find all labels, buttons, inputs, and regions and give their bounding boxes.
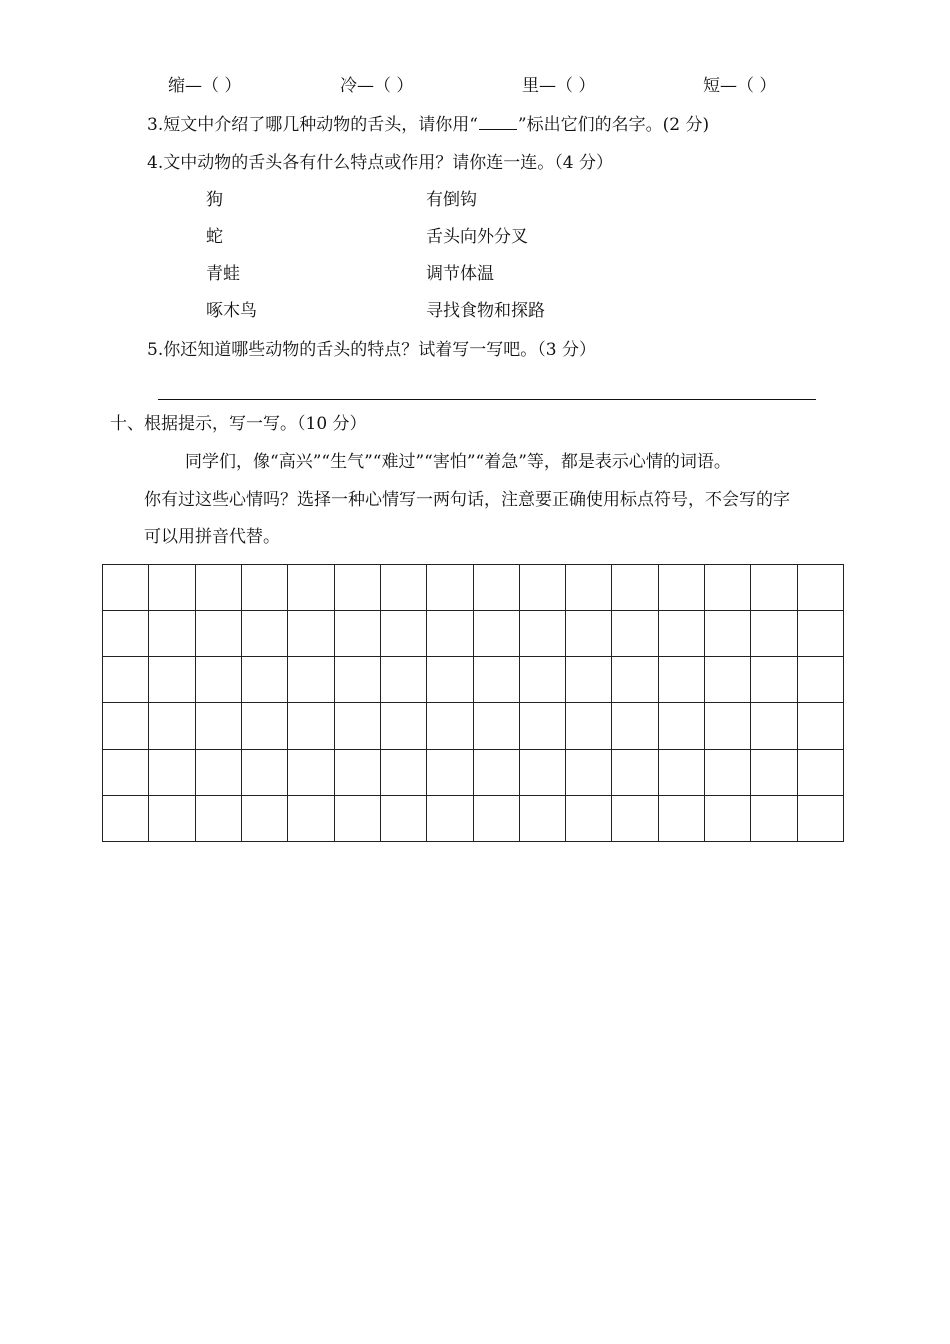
antonym-pair-3: [522, 75, 595, 97]
grid-cell[interactable]: [473, 657, 519, 703]
grid-cell[interactable]: [288, 795, 334, 841]
match-animal[interactable]: 青蛙: [206, 264, 240, 284]
grid-row: [103, 749, 844, 795]
grid-cell[interactable]: [103, 749, 149, 795]
grid-cell[interactable]: [751, 657, 797, 703]
match-feature[interactable]: 调节体温: [426, 264, 494, 284]
grid-cell[interactable]: [473, 565, 519, 611]
underline-sample: [479, 116, 517, 130]
grid-cell[interactable]: [751, 703, 797, 749]
grid-cell[interactable]: [519, 565, 565, 611]
grid-cell[interactable]: [334, 657, 380, 703]
grid-row: [103, 565, 844, 611]
grid-cell[interactable]: [427, 565, 473, 611]
grid-row: [103, 657, 844, 703]
grid-cell[interactable]: [566, 565, 612, 611]
grid-cell[interactable]: [658, 565, 704, 611]
grid-cell[interactable]: [566, 657, 612, 703]
question-3: [147, 114, 709, 136]
antonym-answer-blank[interactable]: （ ）: [374, 76, 414, 96]
question-5-text: 5.你还知道哪些动物的舌头的特点？试着写一写吧。（3 分）: [147, 340, 596, 360]
grid-cell[interactable]: [566, 703, 612, 749]
grid-cell[interactable]: [380, 703, 426, 749]
grid-cell[interactable]: [195, 795, 241, 841]
grid-cell[interactable]: [612, 565, 658, 611]
grid-cell[interactable]: [149, 611, 195, 657]
grid-cell[interactable]: [149, 657, 195, 703]
grid-cell[interactable]: [473, 749, 519, 795]
grid-cell[interactable]: [519, 611, 565, 657]
grid-cell[interactable]: [473, 611, 519, 657]
grid-cell[interactable]: [519, 657, 565, 703]
antonym-answer-blank[interactable]: （ ）: [737, 76, 777, 96]
match-feature[interactable]: 有倒钩: [426, 190, 477, 210]
grid-cell[interactable]: [195, 657, 241, 703]
question-3-text-after: ”标出它们的名字。(2 分): [517, 115, 710, 135]
section-10-title: 十、根据提示，写一写。（10 分）: [110, 414, 367, 434]
grid-cell[interactable]: [241, 703, 287, 749]
grid-cell[interactable]: [241, 795, 287, 841]
grid-cell[interactable]: [288, 657, 334, 703]
writing-grid[interactable]: [102, 564, 844, 842]
grid-cell[interactable]: [797, 657, 843, 703]
grid-cell[interactable]: [705, 749, 751, 795]
answer-line[interactable]: [158, 399, 816, 400]
grid-cell[interactable]: [612, 703, 658, 749]
grid-cell[interactable]: [149, 749, 195, 795]
grid-row: [103, 611, 844, 657]
grid-cell[interactable]: [149, 565, 195, 611]
grid-cell[interactable]: [612, 795, 658, 841]
grid-cell[interactable]: [566, 611, 612, 657]
grid-cell[interactable]: [427, 657, 473, 703]
grid-cell[interactable]: [195, 611, 241, 657]
grid-cell[interactable]: [288, 565, 334, 611]
grid-cell[interactable]: [334, 749, 380, 795]
grid-cell[interactable]: [427, 795, 473, 841]
grid-cell[interactable]: [751, 611, 797, 657]
grid-cell[interactable]: [427, 749, 473, 795]
match-feature[interactable]: 寻找食物和探路: [426, 301, 545, 321]
grid-cell[interactable]: [612, 611, 658, 657]
grid-cell[interactable]: [519, 795, 565, 841]
grid-cell[interactable]: [797, 565, 843, 611]
grid-cell[interactable]: [612, 657, 658, 703]
antonym-word: 冷—: [340, 76, 374, 96]
question-4-text: 4.文中动物的舌头各有什么特点或作用？请你连一连。（4 分）: [147, 153, 613, 173]
section-10-prompt-line: 你有过这些心情吗？选择一种心情写一两句话，注意要正确使用标点符号，不会写的字: [144, 490, 790, 510]
grid-cell[interactable]: [288, 703, 334, 749]
grid-cell[interactable]: [658, 611, 704, 657]
antonym-answer-blank[interactable]: （ ）: [556, 76, 596, 96]
grid-cell[interactable]: [103, 703, 149, 749]
grid-cell[interactable]: [751, 749, 797, 795]
antonym-word: 缩—: [168, 76, 202, 96]
match-animal[interactable]: 狗: [206, 190, 223, 210]
grid-cell[interactable]: [705, 565, 751, 611]
grid-cell[interactable]: [149, 703, 195, 749]
section-10-prompt-line: 同学们，像“高兴”“生气”“难过”“害怕”“着急”等，都是表示心情的词语。: [185, 452, 731, 472]
grid-cell[interactable]: [241, 749, 287, 795]
grid-cell[interactable]: [334, 703, 380, 749]
grid-cell[interactable]: [797, 749, 843, 795]
grid-cell[interactable]: [288, 749, 334, 795]
grid-cell[interactable]: [705, 657, 751, 703]
grid-cell[interactable]: [288, 611, 334, 657]
antonym-answer-blank[interactable]: （ ）: [202, 76, 242, 96]
match-animal[interactable]: 啄木鸟: [206, 301, 257, 321]
grid-cell[interactable]: [380, 749, 426, 795]
grid-cell[interactable]: [427, 611, 473, 657]
grid-cell[interactable]: [658, 703, 704, 749]
antonym-pair-4: [703, 75, 776, 97]
grid-cell[interactable]: [797, 611, 843, 657]
grid-cell[interactable]: [797, 795, 843, 841]
grid-cell[interactable]: [797, 703, 843, 749]
grid-row: [103, 703, 844, 749]
grid-cell[interactable]: [705, 795, 751, 841]
question-3-text-before: 3.短文中介绍了哪几种动物的舌头，请你用“: [147, 115, 478, 135]
grid-cell[interactable]: [658, 795, 704, 841]
grid-cell[interactable]: [658, 749, 704, 795]
grid-cell[interactable]: [195, 703, 241, 749]
antonym-word: 短—: [703, 76, 737, 96]
grid-cell[interactable]: [751, 565, 797, 611]
grid-cell[interactable]: [380, 795, 426, 841]
grid-cell[interactable]: [195, 565, 241, 611]
grid-cell[interactable]: [705, 703, 751, 749]
grid-cell[interactable]: [149, 795, 195, 841]
grid-cell[interactable]: [566, 749, 612, 795]
antonym-word: 里—: [522, 76, 556, 96]
grid-cell[interactable]: [427, 703, 473, 749]
grid-cell[interactable]: [380, 565, 426, 611]
grid-cell[interactable]: [473, 703, 519, 749]
match-animal[interactable]: 蛇: [206, 227, 223, 247]
grid-cell[interactable]: [103, 657, 149, 703]
grid-cell[interactable]: [241, 657, 287, 703]
grid-cell[interactable]: [103, 611, 149, 657]
grid-cell[interactable]: [103, 795, 149, 841]
grid-cell[interactable]: [566, 795, 612, 841]
grid-cell[interactable]: [612, 749, 658, 795]
grid-cell[interactable]: [241, 611, 287, 657]
grid-cell[interactable]: [751, 795, 797, 841]
grid-cell[interactable]: [334, 611, 380, 657]
grid-cell[interactable]: [241, 565, 287, 611]
grid-cell[interactable]: [380, 611, 426, 657]
grid-cell[interactable]: [519, 703, 565, 749]
grid-cell[interactable]: [658, 657, 704, 703]
grid-cell[interactable]: [103, 565, 149, 611]
match-feature[interactable]: 舌头向外分叉: [426, 227, 528, 247]
grid-cell[interactable]: [473, 795, 519, 841]
grid-cell[interactable]: [334, 795, 380, 841]
grid-cell[interactable]: [334, 565, 380, 611]
grid-cell[interactable]: [380, 657, 426, 703]
section-10-prompt-line: 可以用拼音代替。: [144, 527, 280, 547]
antonym-pair-2: [340, 75, 413, 97]
antonym-pair-1: [168, 75, 241, 97]
grid-row: [103, 795, 844, 841]
grid-cell[interactable]: [519, 749, 565, 795]
grid-cell[interactable]: [705, 611, 751, 657]
grid-cell[interactable]: [195, 749, 241, 795]
